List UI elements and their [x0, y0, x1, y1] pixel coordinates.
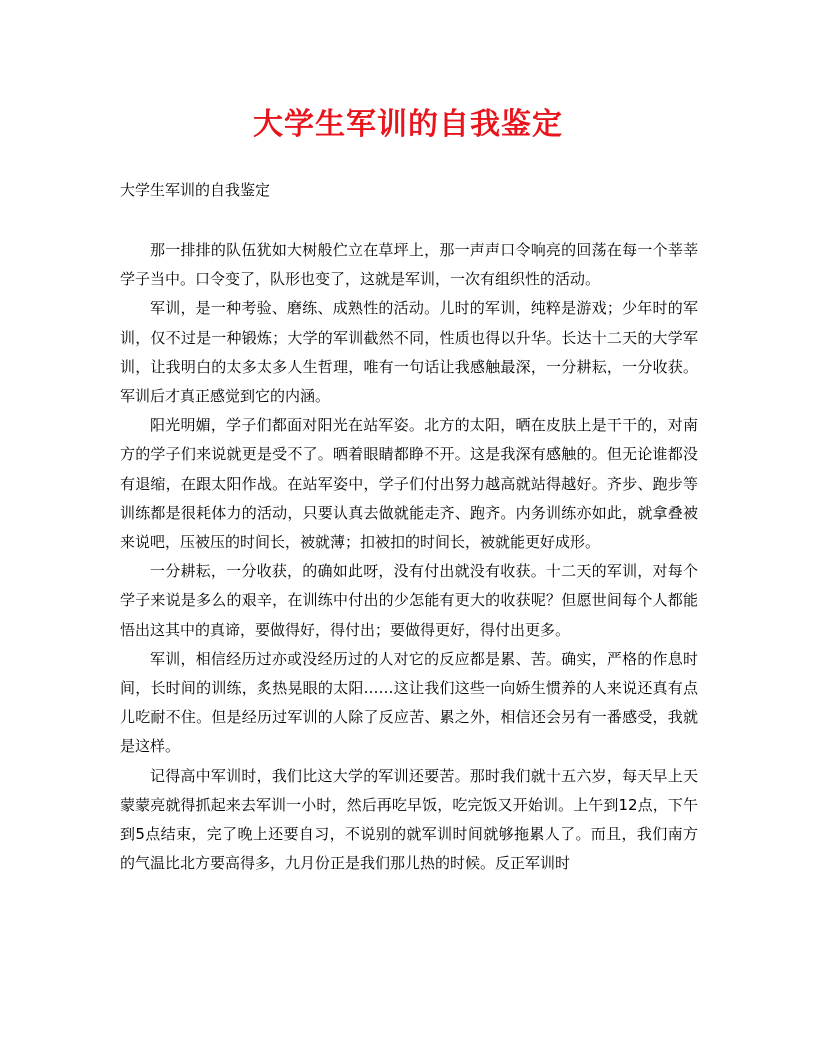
paragraph-5: 军训，相信经历过亦或没经历过的人对它的反应都是累、苦。确实，严格的作息时间，长时间的训练，炙热晃眼的太阳……这让我们这些一向娇生惯养的人来说还真有点儿吃耐不住。但是经历过军训的人除了反应苦、累之外，相信还会另有一番感受，我就是这样。	[120, 649, 698, 756]
document-body	[120, 236, 698, 878]
paragraph-3: 阳光明媚，学子们都面对阳光在站军姿。北方的太阳，晒在皮肤上是干干的，对南方的学子们来说就更是受不了。晒着眼睛都睁不开。这是我深有感触的。但无论谁都没有退缩，在跟太阳作战。在站军姿中，学子们付出努力越高就站得越好。齐步、跑步等训练都是很耗体力的活动，只要认真去做就能走齐、跑齐。内务训练亦如此，就拿叠被来说吧，压被压的时间长，被就薄；扣被扣的时间长，被就能更好成形。	[120, 416, 698, 552]
paragraph-4: 一分耕耘，一分收获，的确如此呀，没有付出就没有收获。十二天的军训，对每个学子来说是多么的艰辛，在训练中付出的少怎能有更大的收获呢？但愿世间每个人都能悟出这其中的真谛，要做得好，得付出；要做得更好，得付出更多。	[120, 562, 698, 639]
paragraph-1: 那一排排的队伍犹如大树般伫立在草坪上，那一声声口令响亮的回荡在每一个莘莘学子当中。口令变了，队形也变了，这就是军训，一次有组织性的活动。	[120, 241, 698, 289]
paragraph-2: 军训，是一种考验、磨练、成熟性的活动。儿时的军训，纯粹是游戏；少年时的军训，仅不过是一种锻炼；大学的军训截然不同，性质也得以升华。长达十二天的大学军训，让我明白的太多太多人生哲理，唯有一句话让我感触最深，一分耕耘，一分收获。军训后才真正感觉到它的内涵。	[120, 299, 698, 406]
document-subtitle: 大学生军训的自我鉴定	[120, 181, 271, 199]
paragraph-6: 记得高中军训时，我们比这大学的军训还要苦。那时我们就十五六岁，每天早上天蒙蒙亮就得抓起来去军训一小时，然后再吃早饭，吃完饭又开始训。上午到12点，下午到5点结束，完了晚上还要自习，不说别的就军训时间就够拖累人了。而且，我们南方的气温比北方要高得多，九月份正是我们那儿热的时候。反正军训时	[120, 766, 698, 873]
page-title: 大学生军训的自我鉴定	[253, 107, 563, 142]
